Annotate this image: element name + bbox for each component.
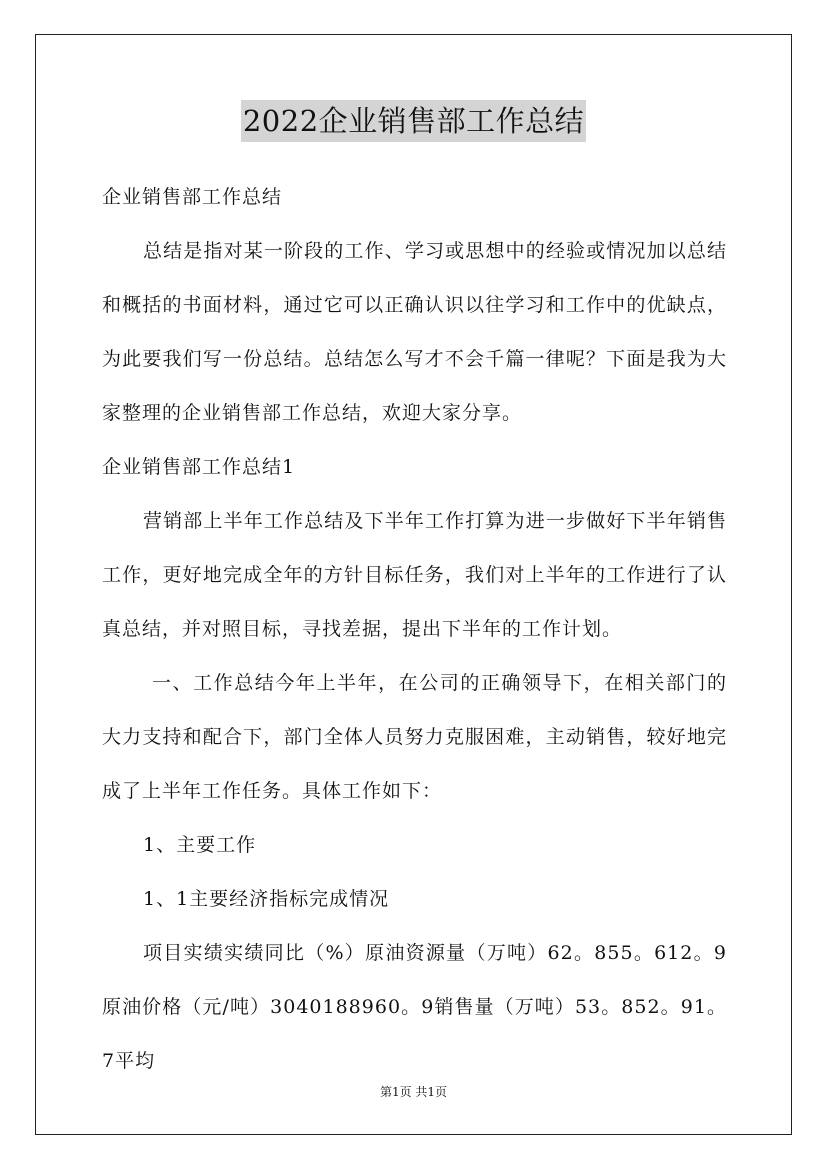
title-container xyxy=(0,100,827,142)
section-heading-1: 企业销售部工作总结1 xyxy=(102,456,296,478)
subheading: 1、主要工作 xyxy=(143,834,257,856)
body-paragraph: 营销部上半年工作总结及下半年工作打算为进一步做好下半年销售工作，更好地完成全年的方针目标任务，我们对上半年的工作进行了认真总结，并对照目标，寻找差据，提出下半年的工作计划。 xyxy=(102,510,727,640)
body-paragraph: 一、工作总结今年上半年，在公司的正确领导下，在相关部门的大力支持和配合下，部门全体人员努力克服困难，主动销售，较好地完成了上半年工作任务。具体工作如下： xyxy=(102,672,727,802)
page-footer: 第1页 共1页 xyxy=(379,1085,448,1099)
document-title: 2022企业销售部工作总结 xyxy=(241,100,586,142)
subheading: 1、1主要经济指标完成情况 xyxy=(143,888,390,910)
body-paragraph: 项目实绩实绩同比（%）原油资源量（万吨）62。855。612。9原油价格（元/吨）3040188960。9销售量（万吨）53。852。91。7平均 xyxy=(102,942,727,1072)
section-heading: 企业销售部工作总结 xyxy=(102,186,283,208)
document-body xyxy=(102,170,727,1088)
intro-paragraph: 总结是指对某一阶段的工作、学习或思想中的经验或情况加以总结和概括的书面材料，通过它可以正确认识以往学习和工作中的优缺点，为此要我们写一份总结。总结怎么写才不会千篇一律呢？下面是我为大家整理的企业销售部工作总结，欢迎大家分享。 xyxy=(102,240,727,424)
